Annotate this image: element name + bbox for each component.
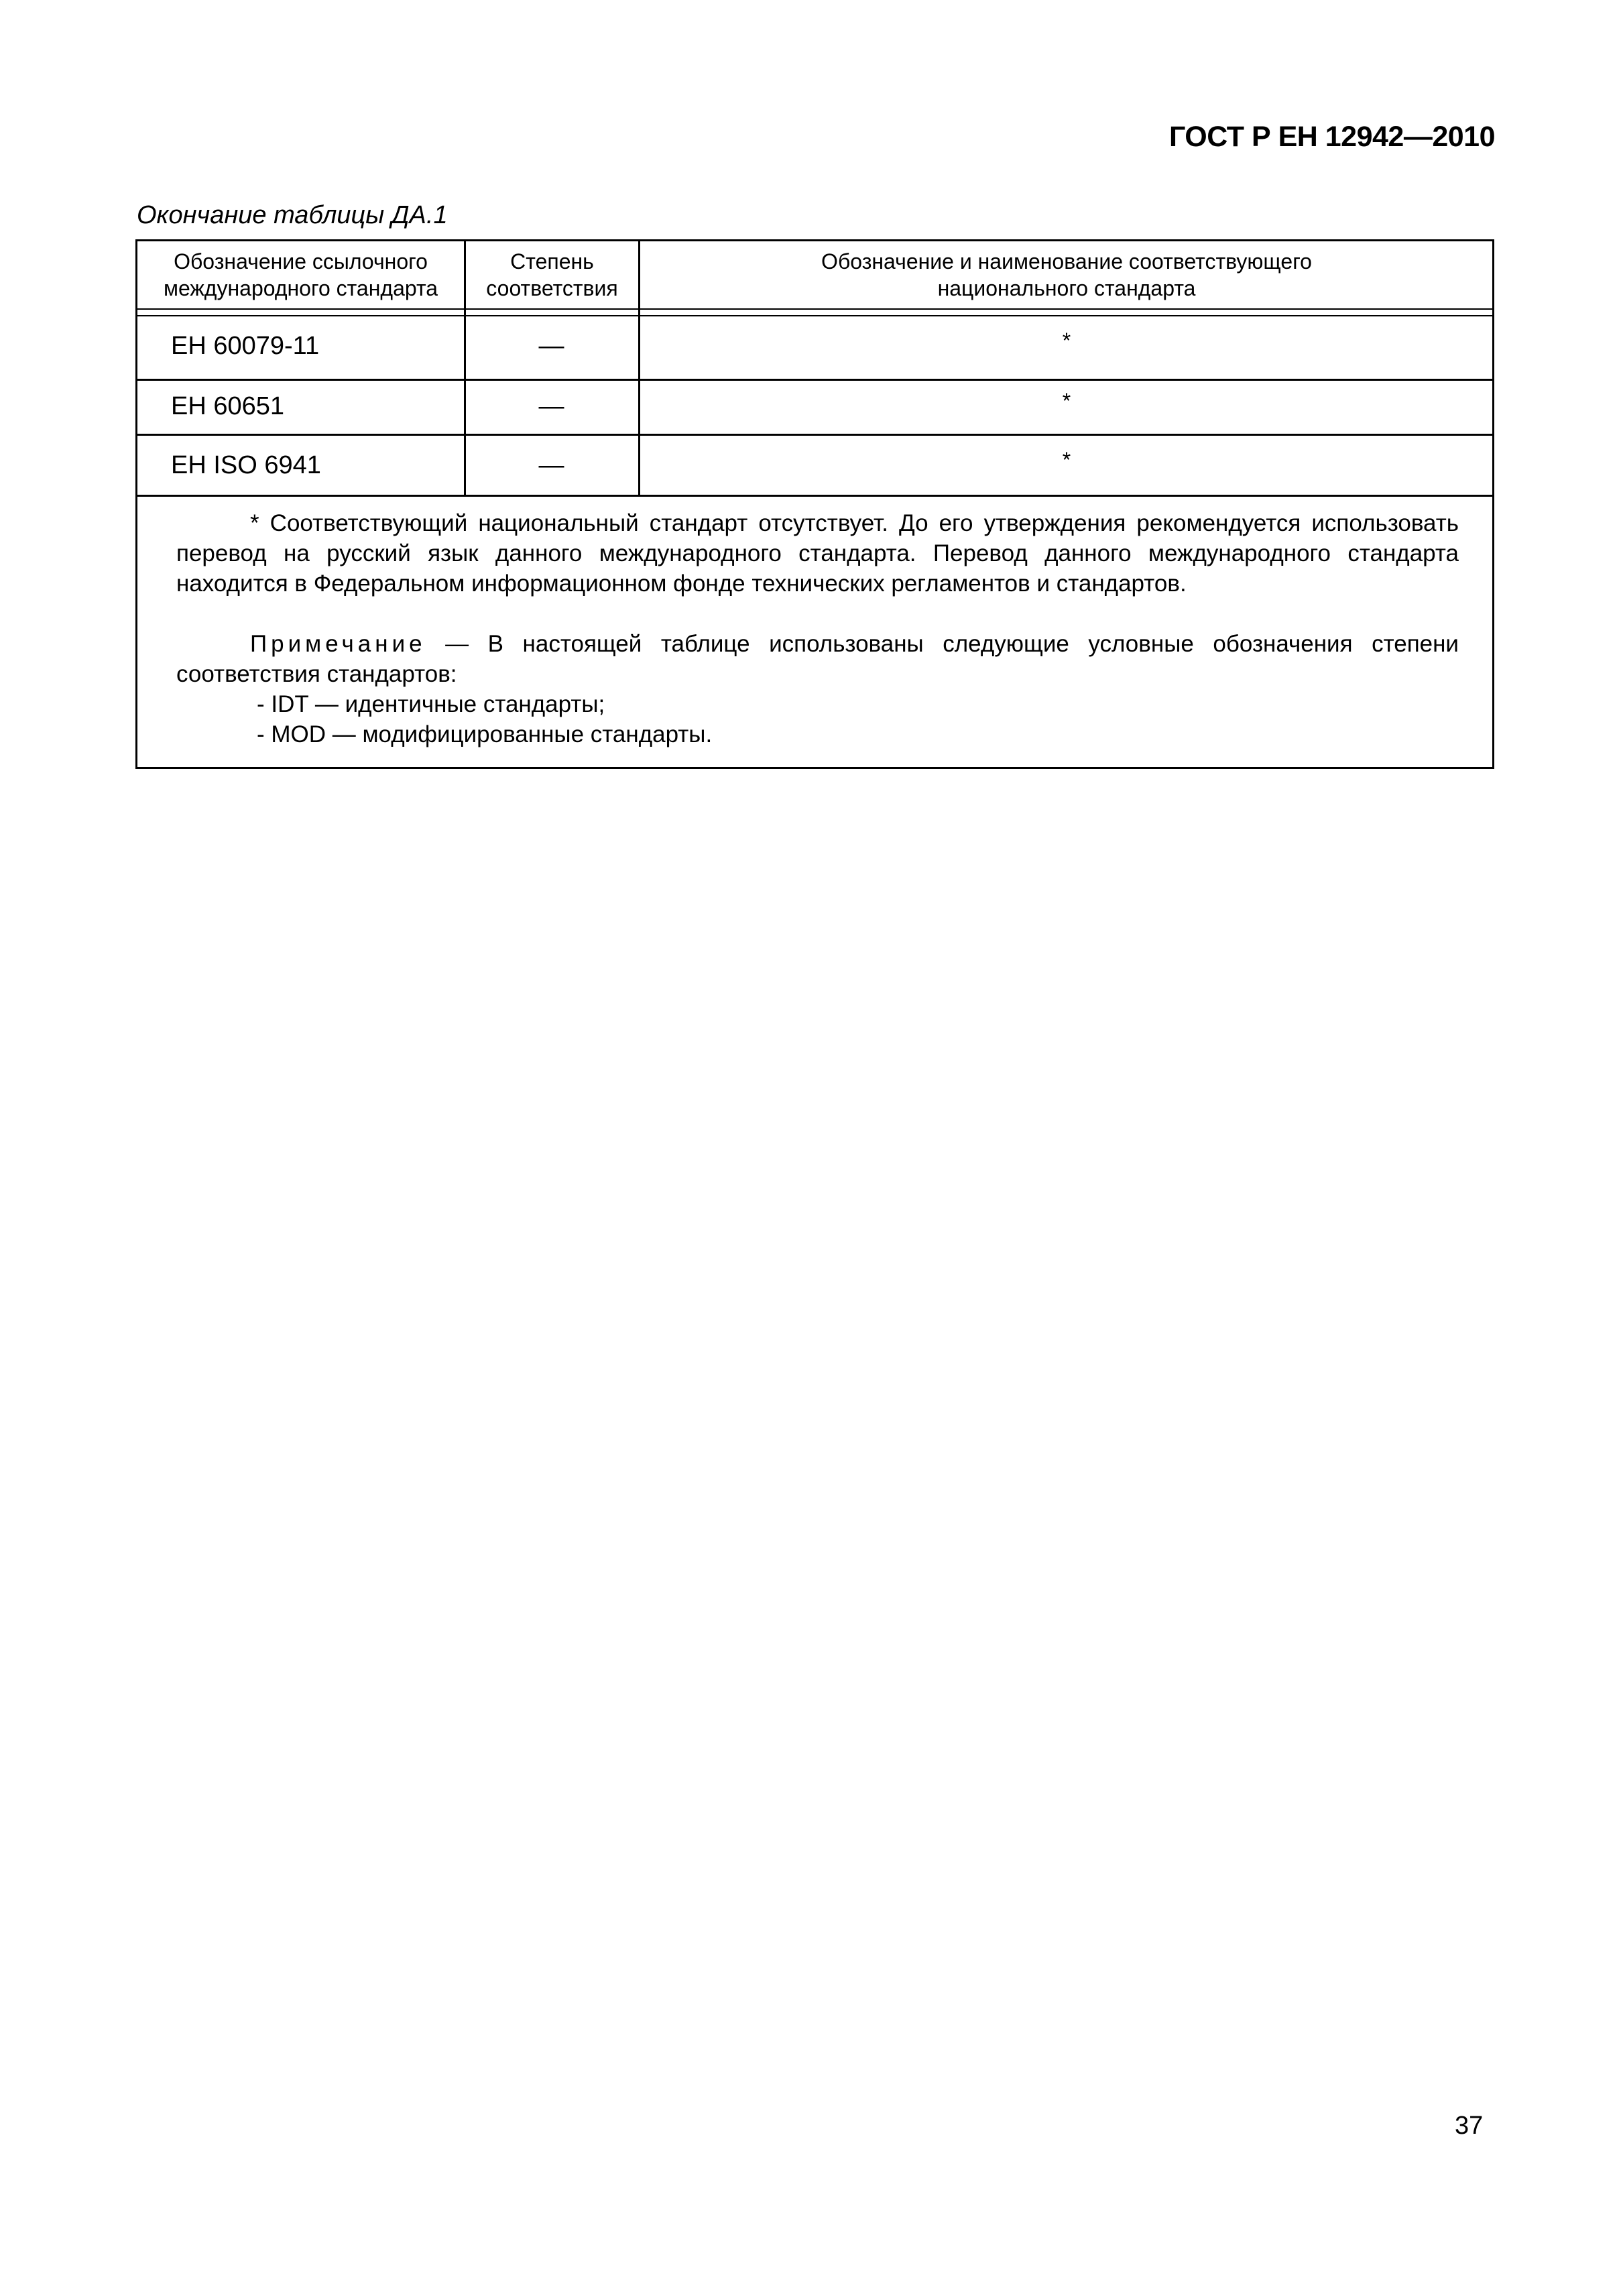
comparison-table	[135, 239, 1494, 769]
row-degree: —	[538, 332, 564, 360]
note-list-item: - IDT — идентичные стандарты;	[257, 691, 605, 717]
footnote: * Соответствующий национальный стандарт отсутствует. До его утверждения рекомендуется использовать перевод на русский язык данного международного стандарта. Перевод данного международного стандарта находится в Федеральном информационном фонде технических регламентов и стандартов.	[176, 510, 1459, 597]
header-designation: Обозначение ссылочного международного стандарта	[163, 249, 438, 300]
row-national: *	[1062, 389, 1071, 413]
row-divider	[137, 434, 1492, 436]
row-divider	[137, 495, 1492, 497]
standard-code: ГОСТ Р ЕН 12942—2010	[1169, 121, 1495, 153]
header-degree: Степень соответствия	[486, 249, 618, 300]
note-list-item: - MOD — модифицированные стандарты.	[257, 721, 713, 747]
table-caption: Окончание таблицы ДА.1	[137, 201, 448, 229]
row-degree: —	[538, 392, 564, 420]
row-national: *	[1062, 328, 1071, 353]
note-paragraph	[176, 629, 1459, 689]
page-number: 37	[1455, 2112, 1484, 2140]
header-rule	[137, 315, 1492, 316]
table-notes	[176, 508, 1459, 749]
header-rule	[137, 308, 1492, 310]
row-designation: ЕН 60651	[171, 392, 285, 420]
note-text: — В настоящей таблице использованы следующие условные обозначения степени соответствия стандартов:	[176, 631, 1459, 687]
row-designation: ЕН 60079-11	[171, 332, 320, 360]
row-national: *	[1062, 448, 1071, 472]
note-label: Примечание	[250, 631, 426, 657]
row-designation: ЕН ISO 6941	[171, 451, 321, 479]
row-degree: —	[538, 451, 564, 479]
header-national: Обозначение и наименование соответствующего национального стандарта	[821, 249, 1312, 300]
row-divider	[137, 379, 1492, 381]
